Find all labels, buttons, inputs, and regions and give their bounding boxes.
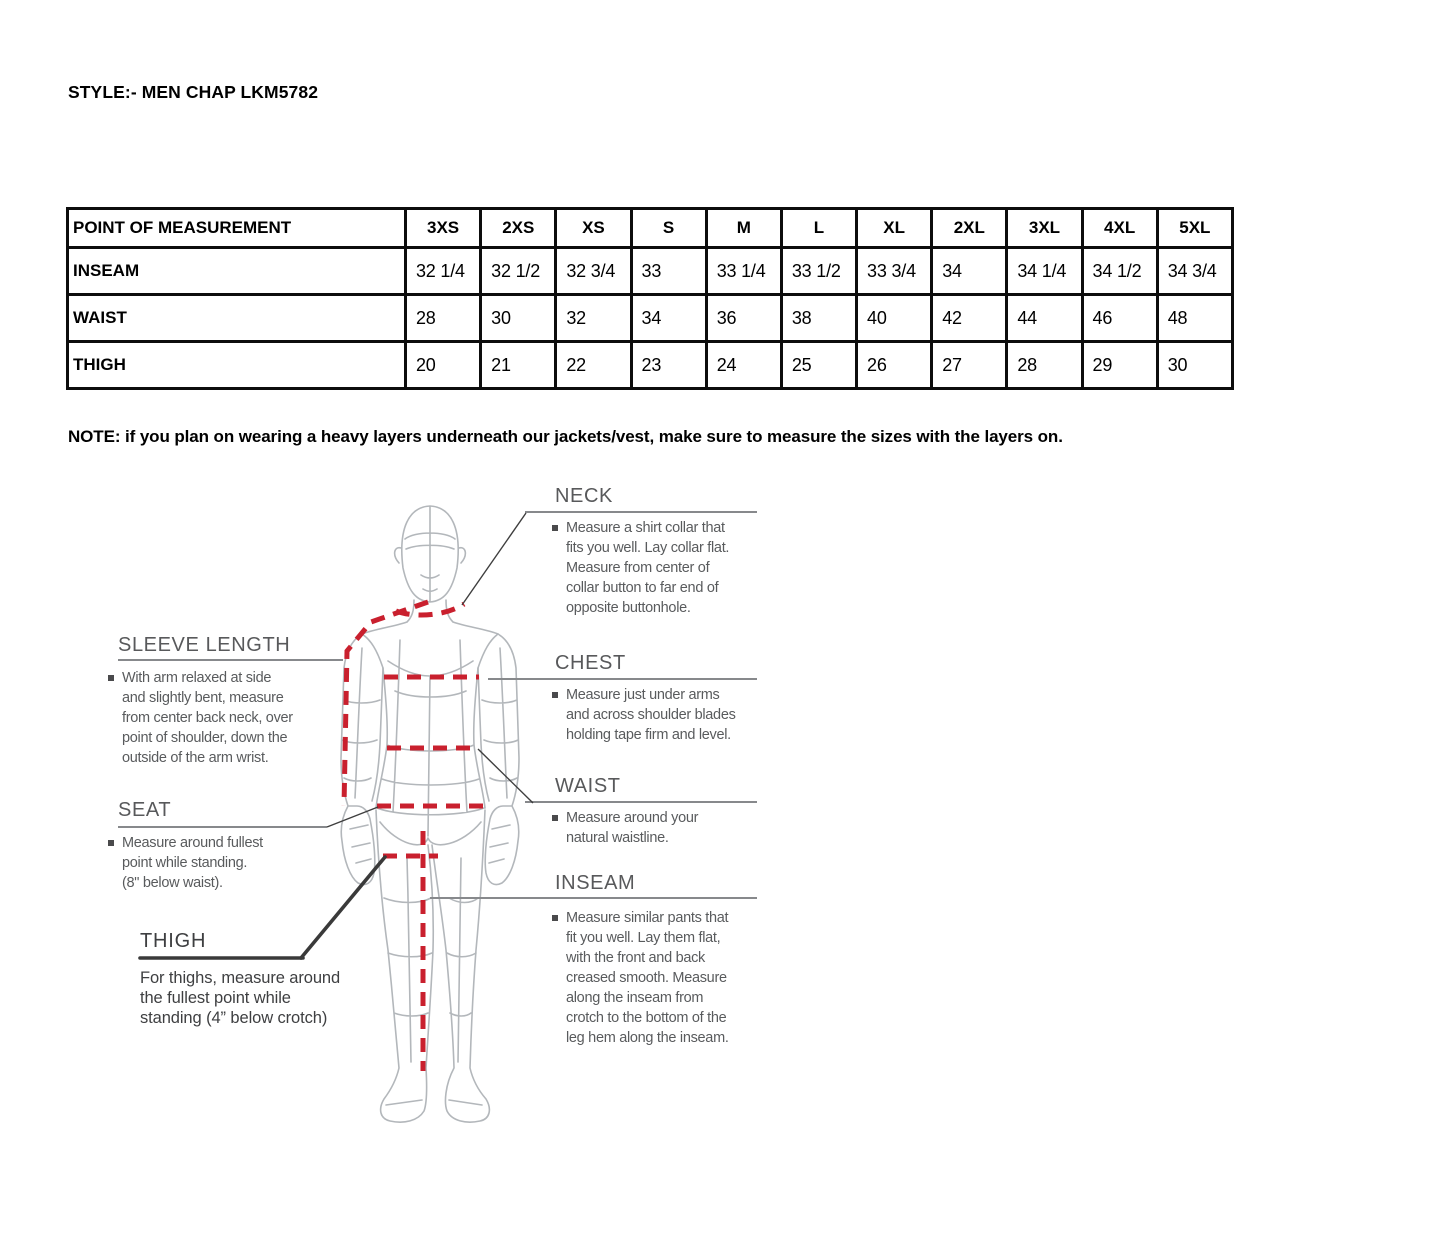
- seat-label: SEAT: [118, 799, 172, 821]
- table-cell: 28: [406, 295, 481, 342]
- column-header-4xl: 4XL: [1082, 209, 1157, 248]
- table-cell: 36: [706, 295, 781, 342]
- bullet-square-icon: [552, 525, 558, 531]
- column-header-3xl: 3XL: [1007, 209, 1082, 248]
- waist-description: [566, 808, 698, 848]
- thigh-leader-line: [301, 857, 385, 958]
- table-cell: 48: [1157, 295, 1232, 342]
- table-cell: 32: [556, 295, 631, 342]
- desc-line: standing (4” below crotch): [140, 1009, 328, 1027]
- table-cell: 44: [1007, 295, 1082, 342]
- desc-line: collar button to far end of: [566, 580, 719, 596]
- desc-line: Measure around fullest: [122, 835, 263, 851]
- desc-line: natural waistline.: [566, 830, 669, 846]
- table-cell: 30: [1157, 342, 1232, 389]
- row-label-thigh: THIGH: [68, 342, 406, 389]
- column-header-3xs: 3XS: [406, 209, 481, 248]
- desc-line: fit you well. Lay them flat,: [566, 930, 721, 946]
- column-header-xl: XL: [857, 209, 932, 248]
- inseam-label: INSEAM: [555, 872, 636, 894]
- note-text: NOTE: if you plan on wearing a heavy layers underneath our jackets/vest, make sure to measure the sizes with the layers on.: [68, 427, 1063, 446]
- desc-line: Measure just under arms: [566, 687, 720, 703]
- measurement-lines: [344, 602, 484, 1071]
- table-cell: 26: [857, 342, 932, 389]
- chest-description: [566, 685, 736, 745]
- figure-head: [395, 506, 466, 602]
- desc-line: from center back neck, over: [122, 710, 293, 726]
- desc-line: and across shoulder blades: [566, 707, 736, 723]
- figure-arms: [341, 634, 519, 885]
- table-cell: 46: [1082, 295, 1157, 342]
- desc-line: With arm relaxed at side: [122, 670, 272, 686]
- table-cell: 32 1/4: [406, 248, 481, 295]
- desc-line: point of shoulder, down the: [122, 730, 288, 746]
- table-cell: 34 1/4: [1007, 248, 1082, 295]
- desc-line: the fullest point while: [140, 989, 291, 1007]
- table-cell: 32 1/2: [481, 248, 556, 295]
- table-cell: 38: [781, 295, 856, 342]
- column-header-2xs: 2XS: [481, 209, 556, 248]
- body-figure: [341, 506, 519, 1122]
- thigh-label: THIGH: [140, 930, 207, 952]
- neck-label: NECK: [555, 485, 613, 507]
- table-cell: 40: [857, 295, 932, 342]
- desc-line: leg hem along the inseam.: [566, 1030, 729, 1046]
- table-cell: 42: [932, 295, 1007, 342]
- desc-line: Measure similar pants that: [566, 910, 729, 926]
- table-cell: 20: [406, 342, 481, 389]
- table-cell: 21: [481, 342, 556, 389]
- table-cell: 22: [556, 342, 631, 389]
- column-header-m: M: [706, 209, 781, 248]
- bullet-square-icon: [552, 815, 558, 821]
- desc-line: For thighs, measure around: [140, 969, 341, 987]
- desc-line: and slightly bent, measure: [122, 690, 284, 706]
- bullet-square-icon: [552, 692, 558, 698]
- inseam-description: [566, 908, 729, 1048]
- table-cell: 34 3/4: [1157, 248, 1232, 295]
- column-header-point-of-measurement: POINT OF MEASUREMENT: [68, 209, 406, 248]
- column-header-2xl: 2XL: [932, 209, 1007, 248]
- desc-line: Measure around your: [566, 810, 699, 826]
- row-label-inseam: INSEAM: [68, 248, 406, 295]
- desc-line: with the front and back: [566, 950, 705, 966]
- table-cell: 24: [706, 342, 781, 389]
- table-cell: 34: [631, 295, 706, 342]
- desc-line: outside of the arm wrist.: [122, 750, 269, 766]
- table-cell: 28: [1007, 342, 1082, 389]
- seat-description: [122, 833, 263, 893]
- desc-line: holding tape firm and level.: [566, 727, 731, 743]
- neck-description: [566, 518, 729, 618]
- page-title: STYLE:- MEN CHAP LKM5782: [68, 82, 319, 102]
- row-label-waist: WAIST: [68, 295, 406, 342]
- table-cell: 32 3/4: [556, 248, 631, 295]
- waist-label: WAIST: [555, 775, 621, 797]
- table-cell: 34: [932, 248, 1007, 295]
- neck-leader-line: [462, 513, 526, 605]
- table-cell: 33 1/2: [781, 248, 856, 295]
- table-cell: 27: [932, 342, 1007, 389]
- desc-line: fits you well. Lay collar flat.: [566, 540, 730, 556]
- desc-line: Measure from center of: [566, 560, 710, 576]
- table-cell: 29: [1082, 342, 1157, 389]
- table-cell: 25: [781, 342, 856, 389]
- thigh-description: [140, 968, 340, 1028]
- desc-line: crotch to the bottom of the: [566, 1010, 727, 1026]
- column-header-s: S: [631, 209, 706, 248]
- column-header-l: L: [781, 209, 856, 248]
- table-cell: 33: [631, 248, 706, 295]
- desc-line: point while standing.: [122, 855, 248, 871]
- desc-line: creased smooth. Measure: [566, 970, 727, 986]
- column-header-5xl: 5XL: [1157, 209, 1232, 248]
- sleeve-length-description: [122, 668, 293, 768]
- table-cell: 34 1/2: [1082, 248, 1157, 295]
- chest-label: CHEST: [555, 652, 626, 674]
- sleeve-length-label: SLEEVE LENGTH: [118, 634, 291, 656]
- table-cell: 33 1/4: [706, 248, 781, 295]
- bullet-square-icon: [108, 840, 114, 846]
- table-cell: 30: [481, 295, 556, 342]
- desc-line: opposite buttonhole.: [566, 600, 691, 616]
- column-header-xs: XS: [556, 209, 631, 248]
- desc-line: Measure a shirt collar that: [566, 520, 725, 536]
- table-cell: 23: [631, 342, 706, 389]
- desc-line: along the inseam from: [566, 990, 704, 1006]
- bullet-square-icon: [552, 915, 558, 921]
- table-cell: 33 3/4: [857, 248, 932, 295]
- desc-line: (8" below waist).: [122, 875, 223, 891]
- bullet-square-icon: [108, 675, 114, 681]
